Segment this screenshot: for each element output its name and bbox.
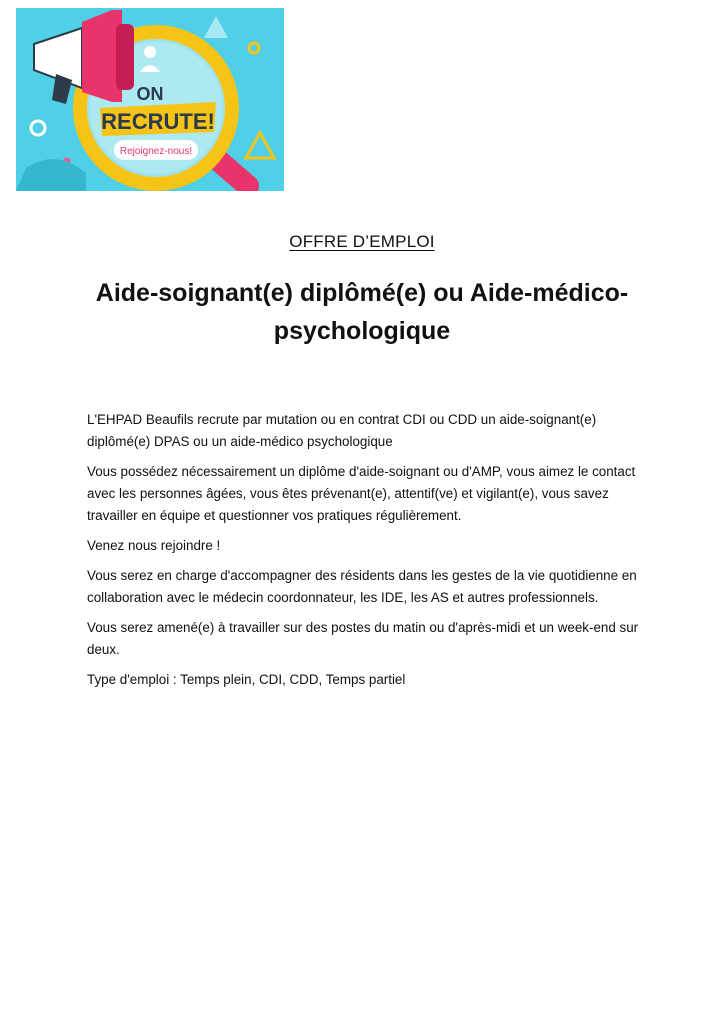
offer-label: OFFRE D’EMPLOI bbox=[289, 232, 435, 251]
paragraph-intro: L'EHPAD Beaufils recrute par mutation ou en contrat CDI ou CDD un aide-soignant(e) diplômé(e) DPAS ou un aide-médico psychologique bbox=[87, 412, 597, 449]
paragraph-duties: Vous serez en charge d'accompagner des résidents dans les gestes de la vie quotidienne en collaboration avec le médecin coordonnateur, les IDE, les AS et autres professionnels. bbox=[87, 568, 637, 605]
headline-line1: ON bbox=[136, 84, 164, 104]
tagline-text: Rejoignez-nous! bbox=[119, 146, 193, 157]
tagline-pill bbox=[114, 140, 198, 160]
paragraph-requirements: Vous possédez nécessairement un diplôme d'aide-soignant ou d'AMP, vous aimez le contact avec les personnes âgées, vous êtes prévenant(e), attentif(ve) et vigilant(e), vous savez travailler en équipe et questionner vos pratiques régulièrement. bbox=[87, 464, 636, 523]
recruitment-banner bbox=[16, 8, 284, 191]
paragraph-invitation: Venez nous rejoindre ! bbox=[87, 538, 221, 553]
paragraph-schedule: Vous serez amené(e) à travailler sur des postes du matin ou d'après-midi et un week-end sur deux. bbox=[87, 620, 639, 657]
headline-line2: RECRUTE! bbox=[101, 109, 215, 134]
paragraph-contract-type: Type d'emploi : Temps plein, CDI, CDD, Temps partiel bbox=[87, 672, 406, 687]
job-description bbox=[87, 409, 647, 699]
job-title: Aide-soignant(e) diplômé(e) ou Aide-médico-psychologique bbox=[95, 279, 629, 345]
